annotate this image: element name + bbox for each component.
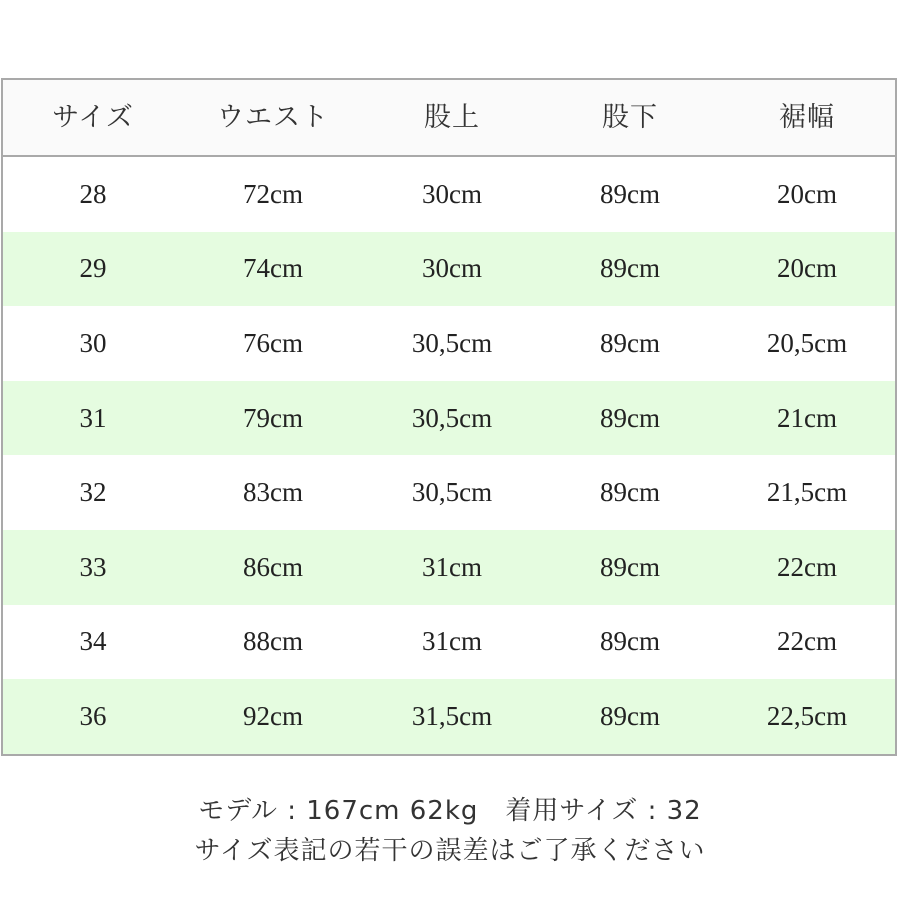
cell-size: 32 [79, 477, 107, 508]
header-rise: 股上 [424, 102, 480, 133]
cell-size: 33 [79, 551, 107, 582]
cell-rise: 30cm [422, 178, 482, 209]
cell-inseam: 89cm [600, 477, 660, 508]
cell-size: 28 [79, 178, 107, 209]
cell-rise: 31cm [422, 551, 482, 582]
cell-rise: 31,5cm [411, 700, 493, 731]
table-row [3, 605, 895, 680]
cell-inseam: 89cm [600, 700, 660, 731]
cell-waist: 83cm [243, 477, 303, 508]
cell-hem-width: 22,5cm [766, 700, 848, 731]
header-inseam: 股下 [602, 102, 658, 133]
cell-size: 34 [79, 626, 107, 657]
header-waist: ウエスト [217, 102, 329, 133]
cell-inseam: 89cm [600, 327, 660, 358]
table-header [3, 80, 895, 157]
table-row [3, 232, 895, 307]
cell-size: 31 [79, 402, 107, 433]
table-row [3, 679, 895, 754]
cell-rise: 30,5cm [411, 477, 493, 508]
cell-inseam: 89cm [600, 253, 660, 284]
model-info: モデル : 167cm 62kg 着用サイズ : 32 [198, 796, 702, 826]
cell-hem-width: 21cm [777, 402, 837, 433]
cell-hem-width: 21,5cm [766, 477, 848, 508]
size-table [1, 78, 897, 756]
cell-rise: 30,5cm [411, 327, 493, 358]
cell-waist: 92cm [243, 700, 303, 731]
cell-waist: 79cm [243, 402, 303, 433]
cell-waist: 86cm [243, 551, 303, 582]
cell-hem-width: 20cm [777, 178, 837, 209]
cell-inseam: 89cm [600, 626, 660, 657]
cell-rise: 30,5cm [411, 402, 493, 433]
header-size: サイズ [52, 102, 134, 133]
cell-hem-width: 22cm [777, 626, 837, 657]
cell-size: 36 [79, 700, 107, 731]
cell-waist: 72cm [243, 178, 303, 209]
cell-size: 30 [79, 327, 107, 358]
cell-waist: 76cm [243, 327, 303, 358]
cell-rise: 30cm [422, 253, 482, 284]
cell-hem-width: 20,5cm [766, 327, 848, 358]
table-row [3, 530, 895, 605]
cell-inseam: 89cm [600, 178, 660, 209]
table-row [3, 455, 895, 530]
size-disclaimer: サイズ表記の若干の誤差はご了承ください [194, 836, 706, 866]
cell-waist: 88cm [243, 626, 303, 657]
header-hem-width: 裾幅 [779, 102, 835, 133]
table-row [3, 306, 895, 381]
table-row [3, 381, 895, 456]
cell-inseam: 89cm [600, 402, 660, 433]
cell-waist: 74cm [243, 253, 303, 284]
cell-inseam: 89cm [600, 551, 660, 582]
cell-rise: 31cm [422, 626, 482, 657]
table-row [3, 157, 895, 232]
cell-hem-width: 22cm [777, 551, 837, 582]
cell-hem-width: 20cm [777, 253, 837, 284]
cell-size: 29 [79, 253, 107, 284]
